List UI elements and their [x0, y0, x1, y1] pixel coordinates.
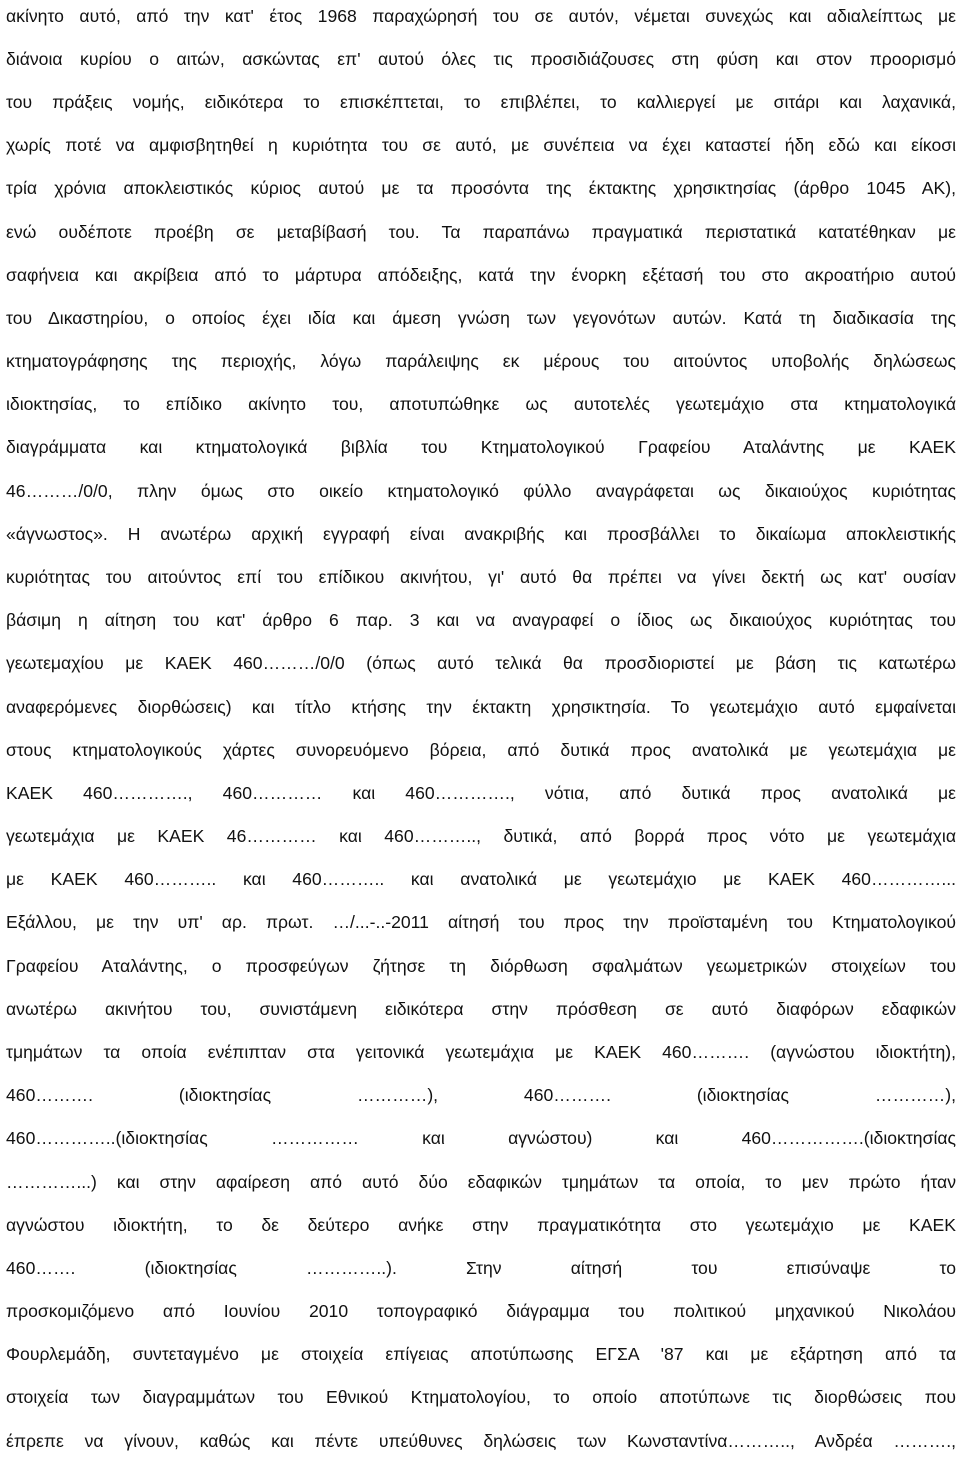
text-line: ακίνητο αυτό, από την κατ' έτος 1968 παραχώρησή του σε αυτόν, νέμεται συνεχώς και αδιαλείπτως με: [6, 6, 956, 26]
text-line: κυριότητας του αιτούντος επί του επίδικου ακινήτου, γι' αυτό θα πρέπει να γίνει δεκτή ως κατ' ουσίαν: [6, 567, 956, 587]
text-line: κτηματογράφησης της περιοχής, λόγω παράλειψης εκ μέρους του αιτούντος υποβολής δηλώσεως: [6, 351, 956, 371]
text-line: ΚΑΕΚ 460…………., 460………… και 460…………., νότια, από δυτικά προς ανατολικά με: [6, 783, 956, 803]
text-line: διάνοια κυρίου ο αιτών, ασκώντας επ' αυτού όλες τις προσιδιάζουσες στη φύση και στον προορισμό: [6, 49, 956, 69]
text-line: διαγράμματα και κτηματολογικά βιβλία του Κτηματολογικού Γραφείου Αταλάντης με ΚΑΕΚ: [6, 437, 956, 457]
text-line: τμημάτων τα οποία ενέπιπταν στα γειτονικά γεωτεμάχια με ΚΑΕΚ 460………. (αγνώστου ιδιοκτήτη),: [6, 1042, 956, 1062]
text-line: 460…………..(ιδιοκτησίας …………… και αγνώστου) και 460…………….(ιδιοκτησίας: [6, 1128, 956, 1148]
text-line: γεωτεμάχια με ΚΑΕΚ 46………… και 460……….., δυτικά, από βορρά προς νότο με γεωτεμάχια: [6, 826, 956, 846]
text-line: …………...) και στην αφαίρεση από αυτό δύο εδαφικών τμημάτων τα οποία, το μεν πρώτο ήταν: [6, 1172, 956, 1192]
text-line: ενώ ουδέποτε προέβη σε μεταβίβασή του. Τα παραπάνω πραγματικά περιστατικά κατατέθηκαν με: [6, 222, 956, 242]
text-line: Εξάλλου, με την υπ' αρ. πρωτ. …/...-..-2011 αίτησή του προς την προϊσταμένη του Κτηματολογικού: [6, 912, 956, 932]
text-line: 460………. (ιδιοκτησίας …………), 460………. (ιδιοκτησίας …………),: [6, 1085, 956, 1105]
text-line: 460……. (ιδιοκτησίας …………..). Στην αίτησή του επισύναψε το: [6, 1258, 956, 1278]
text-line: με ΚΑΕΚ 460……….. και 460……….. και ανατολικά με γεωτεμάχιο με ΚΑΕΚ 460…………...: [6, 869, 956, 889]
text-line: 46………/0/0, πλην όμως στο οικείο κτηματολογικό φύλλο αναγράφεται ως δικαιούχος κυριότητας: [6, 481, 956, 501]
text-line: τρία χρόνια αποκλειστικός κύριος αυτού με τα προσόντα της έκτακτης χρησικτησίας (άρθρο 1045 ΑΚ),: [6, 178, 956, 198]
text-line: αγνώστου ιδιοκτήτη, το δε δεύτερο ανήκε στην πραγματικότητα στο γεωτεμάχιο με ΚΑΕΚ: [6, 1215, 956, 1235]
text-line: χωρίς ποτέ να αμφισβητηθεί η κυριότητα του σε αυτό, με συνέπεια να έχει καταστεί ήδη εδώ και είκοσι: [6, 135, 956, 155]
text-line: στους κτηματολογικούς χάρτες συνορευόμενο βόρεια, από δυτικά προς ανατολικά με γεωτεμάχια με: [6, 740, 956, 760]
text-line: του Δικαστηρίου, ο οποίος έχει ιδία και άμεση γνώση των γεγονότων αυτών. Κατά τη διαδικασία της: [6, 308, 956, 328]
text-line: βάσιμη η αίτηση του κατ' άρθρο 6 παρ. 3 και να αναγραφεί ο ίδιος ως δικαιούχος κυριότητας του: [6, 610, 956, 630]
text-line: Φουρλεμάδη, συντεταγμένο με στοιχεία επίγειας αποτύπωσης ΕΓΣΑ '87 και με εξάρτηση από τα: [6, 1344, 956, 1364]
text-line: αναφερόμενες διορθώσεις) και τίτλο κτήσης την έκτακτη χρησικτησία. Το γεωτεμάχιο αυτό εμφαίνεται: [6, 697, 956, 717]
text-line: σαφήνεια και ακρίβεια από το μάρτυρα απόδειξης, κατά την ένορκη εξέτασή του στο ακροατήριο αυτού: [6, 265, 956, 285]
text-line: του πράξεις νομής, ειδικότερα το επισκέπτεται, το επιβλέπει, το καλλιεργεί με σιτάρι και λαχανικά,: [6, 92, 956, 112]
text-line: προσκομιζόμενο από Ιουνίου 2010 τοπογραφικό διάγραμμα του πολιτικού μηχανικού Νικολάου: [6, 1301, 956, 1321]
text-line: Γραφείου Αταλάντης, ο προσφεύγων ζήτησε τη διόρθωση σφαλμάτων γεωμετρικών στοιχείων του: [6, 956, 956, 976]
text-line: ανωτέρω ακινήτου του, συνιστάμενη ειδικότερα στην πρόσθεση σε αυτό διαφόρων εδαφικών: [6, 999, 956, 1019]
text-line: έπρεπε να γίνουν, καθώς και πέντε υπεύθυνες δηλώσεις των Κωνσταντίνα……….., Ανδρέα ……….,: [6, 1431, 956, 1451]
text-line: γεωτεμαχίου με ΚΑΕΚ 460………/0/0 (όπως αυτό τελικά θα προσδιοριστεί με βάση τις κατωτέρω: [6, 653, 956, 673]
text-line: ιδιοκτησίας, το επίδικο ακίνητο του, αποτυπώθηκε ως αυτοτελές γεωτεμάχιο στα κτηματολογικά: [6, 394, 956, 414]
text-line: στοιχεία των διαγραμμάτων του Εθνικού Κτηματολογίου, το οποίο αποτύπωνε τις διορθώσεις που: [6, 1387, 956, 1407]
text-line: «άγνωστος». Η ανωτέρω αρχική εγγραφή είναι ανακριβής και προσβάλλει το δικαίωμα αποκλειστικής: [6, 524, 956, 544]
